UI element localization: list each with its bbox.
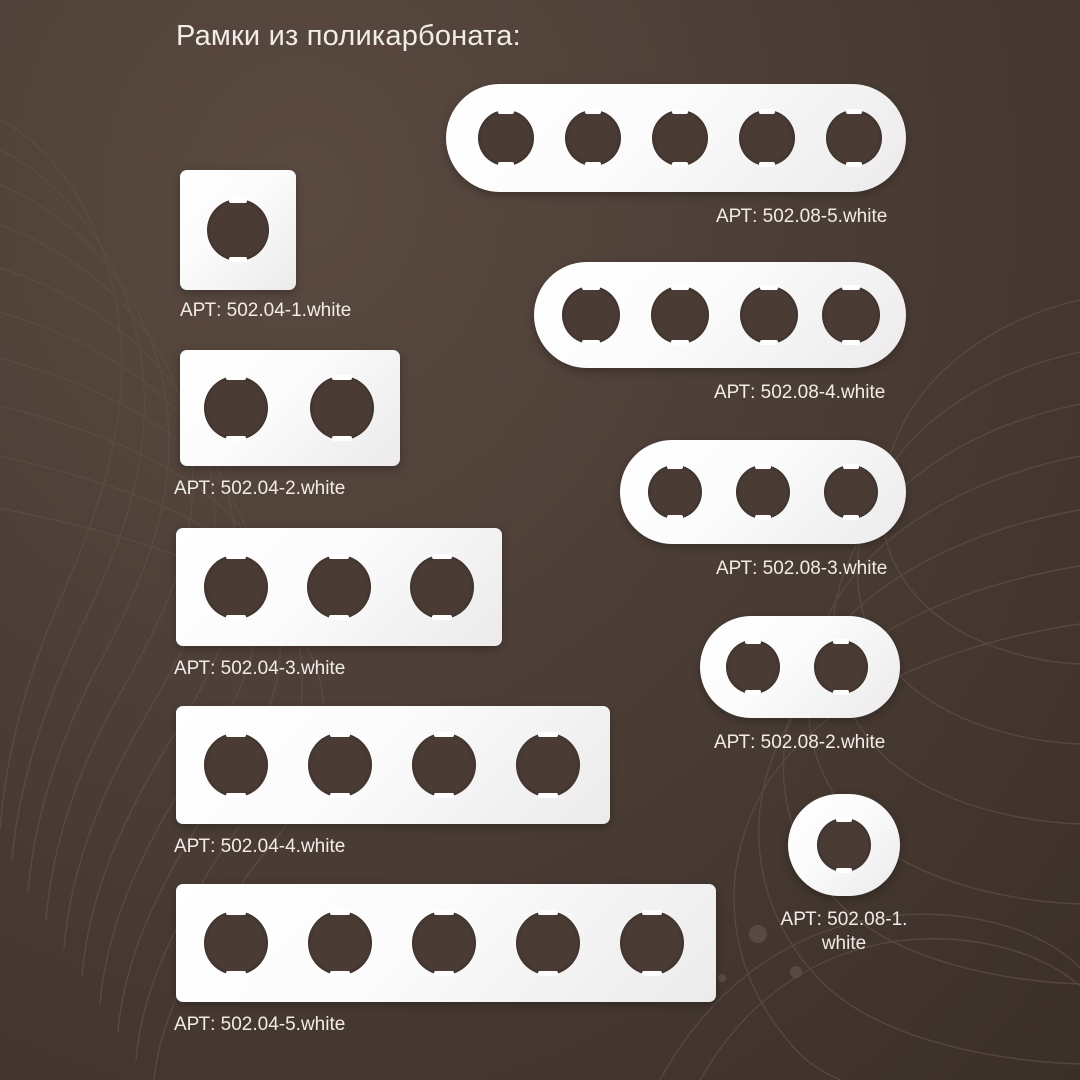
product-502-04-4[interactable] [174,706,610,857]
socket-hole [207,199,269,261]
product-502-04-2[interactable] [174,350,400,499]
product-502-08-5[interactable] [446,84,906,227]
socket-hole [412,911,476,975]
page-title: Рамки из поликарбоната: [176,20,521,52]
frame-body [176,884,716,1002]
socket-hole [826,110,882,166]
socket-hole [822,286,880,344]
product-caption: АРТ: 502.04-4.white [174,836,346,857]
product-caption: АРТ: 502.08-1. white [780,909,908,954]
product-caption: АРТ: 502.08-3.white [716,558,888,579]
socket-hole [412,733,476,797]
product-502-08-4[interactable] [534,262,906,403]
product-502-04-3[interactable] [174,528,502,679]
product-caption: АРТ: 502.04-1.white [180,300,352,321]
frame-body [788,794,900,896]
frame-body [620,440,906,544]
frame-body [180,350,400,466]
product-502-08-1[interactable] [780,794,908,954]
socket-hole [516,911,580,975]
socket-hole [562,286,620,344]
product-caption: АРТ: 502.04-3.white [174,658,346,679]
product-caption: АРТ: 502.04-2.white [174,478,346,499]
socket-hole [308,911,372,975]
frame-body [176,528,502,646]
socket-hole [516,733,580,797]
socket-hole [651,286,709,344]
socket-hole [204,555,268,619]
socket-hole [410,555,474,619]
socket-hole [310,376,374,440]
product-caption: АРТ: 502.08-5.white [716,206,888,227]
frame-body [446,84,906,192]
product-caption: АРТ: 502.08-2.white [714,732,886,753]
socket-hole [204,733,268,797]
socket-hole [308,733,372,797]
frame-body [180,170,296,290]
socket-hole [652,110,708,166]
socket-hole [740,286,798,344]
socket-hole [204,911,268,975]
socket-hole [814,640,868,694]
product-502-04-5[interactable] [174,884,716,1035]
socket-hole [565,110,621,166]
product-502-04-1[interactable] [180,170,352,321]
socket-hole [307,555,371,619]
frame-body [700,616,900,718]
product-502-08-2[interactable] [700,616,900,753]
frame-body [534,262,906,368]
socket-hole [817,818,871,872]
socket-hole [739,110,795,166]
socket-hole [648,465,702,519]
product-caption: АРТ: 502.08-4.white [714,382,886,403]
socket-hole [824,465,878,519]
socket-hole [204,376,268,440]
socket-hole [620,911,684,975]
product-502-08-3[interactable] [620,440,906,579]
frame-body [176,706,610,824]
socket-hole [736,465,790,519]
socket-hole [726,640,780,694]
socket-hole [478,110,534,166]
product-caption: АРТ: 502.04-5.white [174,1014,346,1035]
